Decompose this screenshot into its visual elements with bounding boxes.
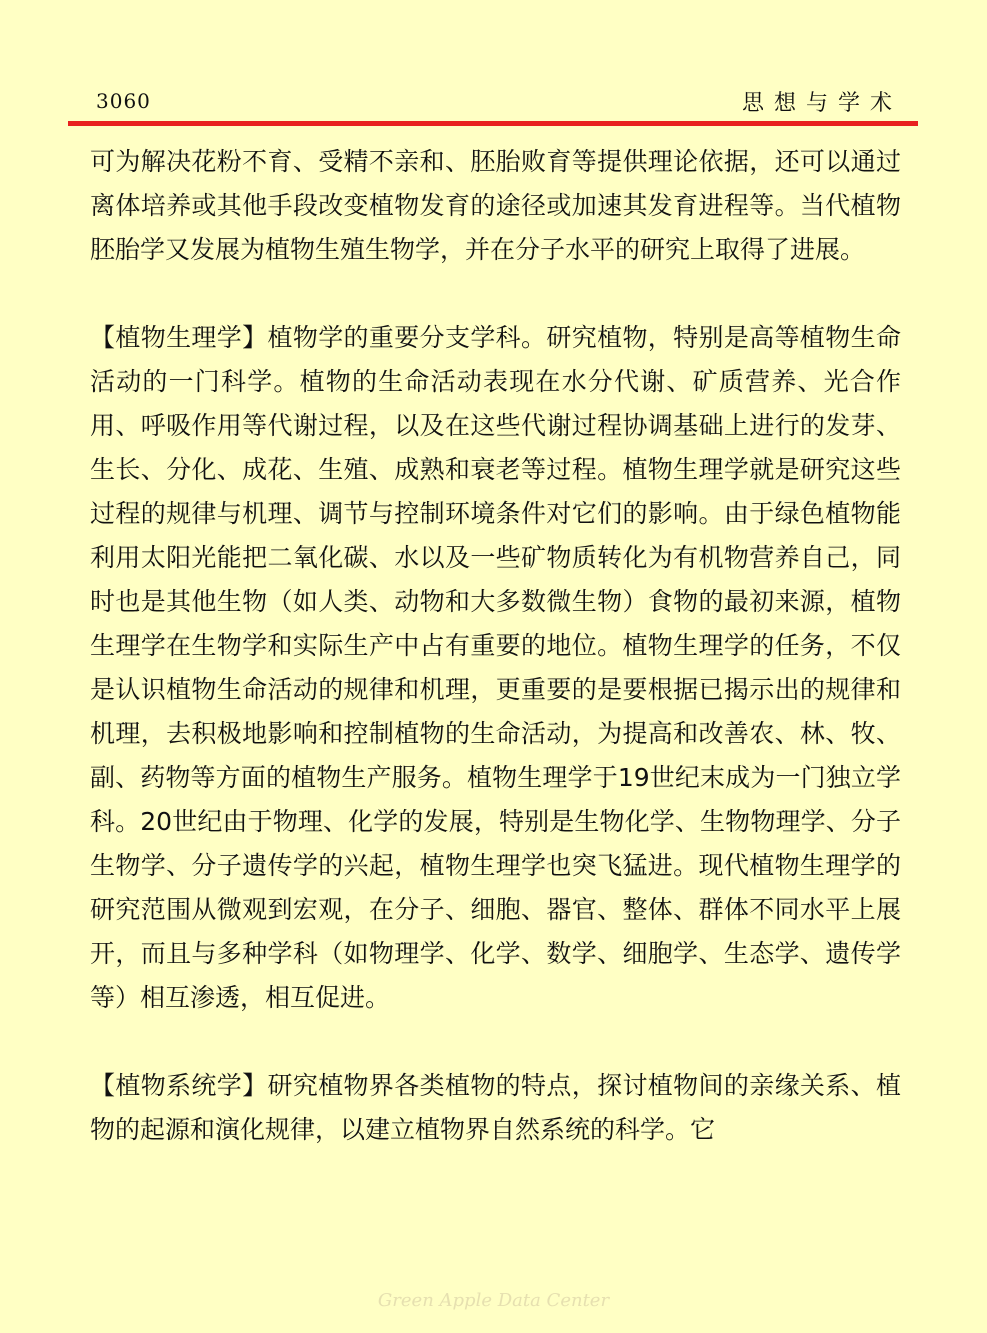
article-body [90, 140, 901, 1152]
page-header [96, 86, 902, 116]
page-number: 3060 [96, 89, 151, 113]
paragraph-plant-physiology: 【植物生理学】植物学的重要分支学科。研究植物，特别是高等植物生命活动的一门科学。植物的生命活动表现在水分代谢、矿质营养、光合作用、呼吸作用等代谢过程，以及在这些代谢过程协调基础上进行的发芽、生长、分化、成花、生殖、成熟和衰老等过程。植物生理学就是研究这些过程的规律与机理、调节与控制环境条件对它们的影响。由于绿色植物能利用太阳光能把二氧化碳、水以及一些矿物质转化为有机物营养自己，同时也是其他生物（如人类、动物和大多数微生物）食物的最初来源，植物生理学在生物学和实际生产中占有重要的地位。植物生理学的任务，不仅是认识植物生命活动的规律和机理，更重要的是要根据已揭示出的规律和机理，去积极地影响和控制植物的生命活动，为提高和改善农、林、牧、副、药物等方面的植物生产服务。植物生理学于19世纪末成为一门独立学科。20世纪由于物理、化学的发展，特别是生物化学、生物物理学、分子生物学、分子遗传学的兴起，植物生理学也突飞猛进。现代植物生理学的研究范围从微观到宏观，在分子、细胞、器官、整体、群体不同水平上展开，而且与多种学科（如物理学、化学、数学、细胞学、生态学、遗传学等）相互渗透，相互促进。 [90, 323, 901, 1012]
paragraph-embryology-continued: 可为解决花粉不育、受精不亲和、胚胎败育等提供理论依据，还可以通过离体培养或其他手段改变植物发育的途径或加速其发育进程等。当代植物胚胎学又发展为植物生殖生物学，并在分子水平的研究上取得了进展。 [90, 147, 901, 264]
paragraph-spacer [90, 1020, 901, 1064]
paragraph-spacer [90, 272, 901, 316]
watermark: Green Apple Data Center [377, 1290, 610, 1311]
header-rule [68, 121, 918, 126]
paragraph-plant-systematics: 【植物系统学】研究植物界各类植物的特点，探讨植物间的亲缘关系、植物的起源和演化规律，以建立植物界自然系统的科学。它 [90, 1071, 901, 1144]
running-title: 思想与学术 [741, 91, 902, 116]
